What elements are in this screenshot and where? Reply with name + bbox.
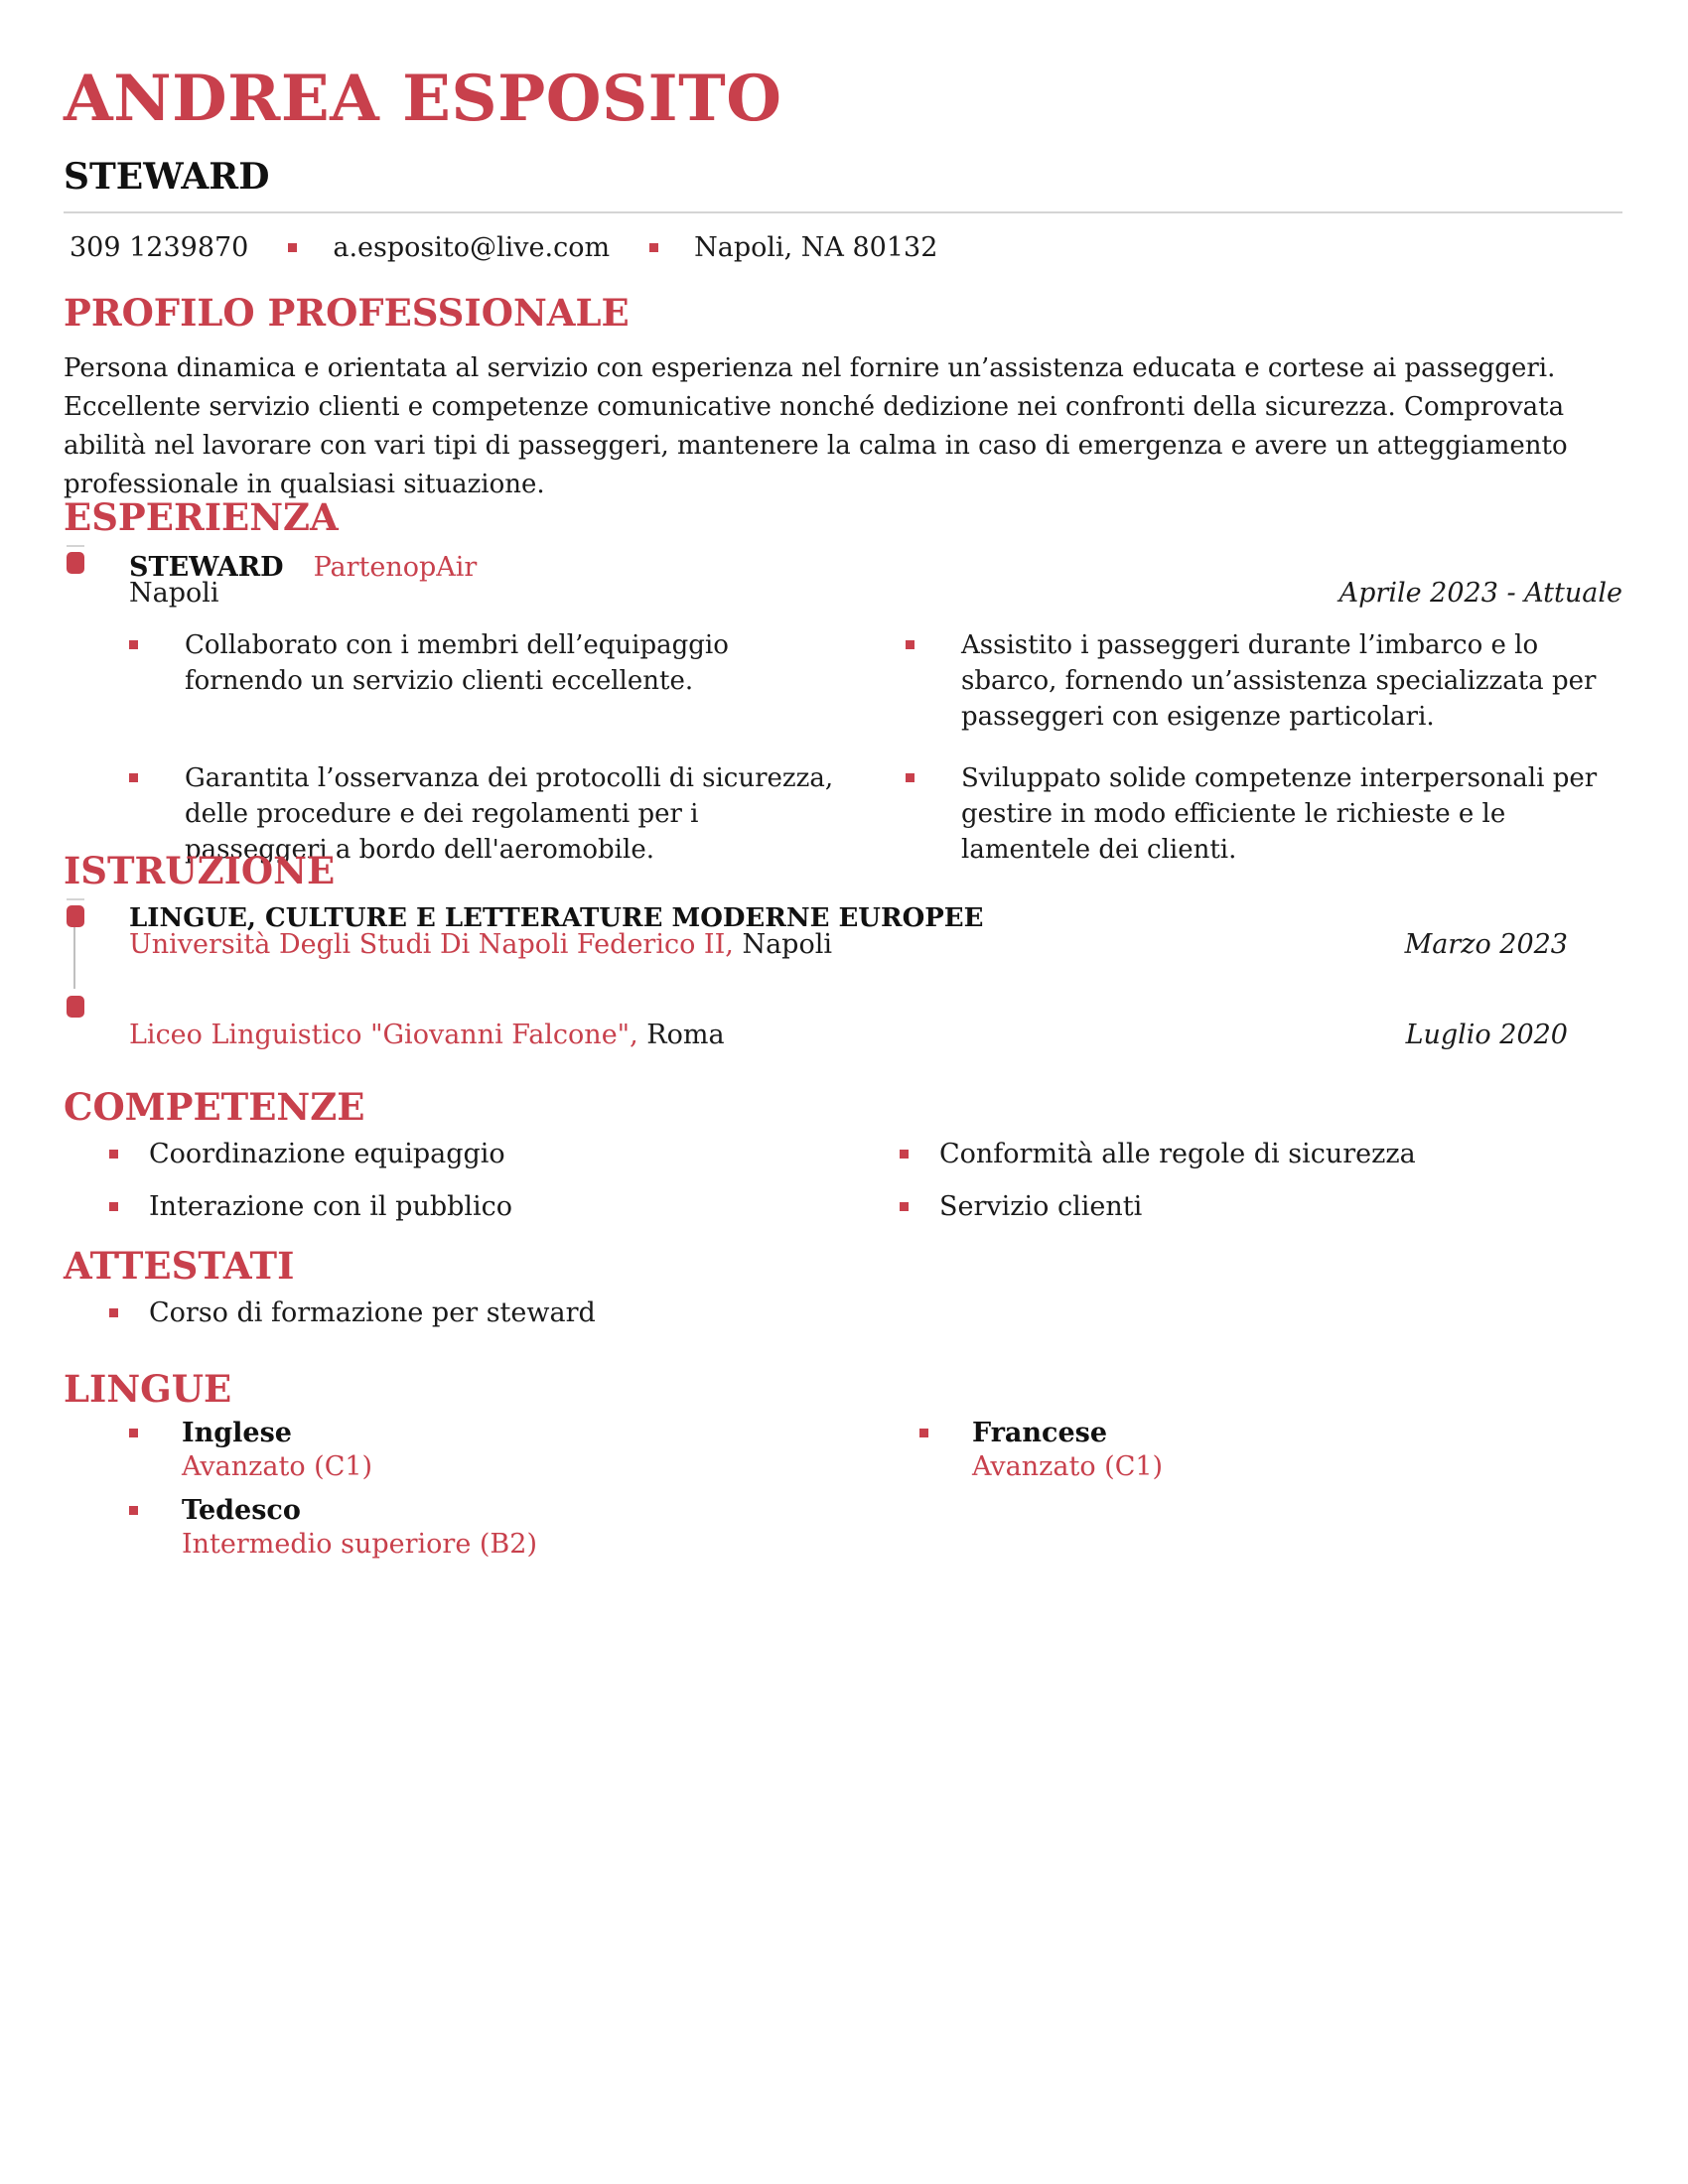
skill-item: Conformità alle regole di sicurezza: [900, 1138, 1603, 1170]
profile-summary: Persona dinamica e orientata al servizio con esperienza nel fornire un’assistenza educata e cortese ai passeggeri. Eccellente servizio clienti e competenze comunicative nonché dedizione nei confronti della sicurezza. Comprovata abilità nel lavorare con vari tipi di passeggeri, mantenere la calma in caso di emergenza e avere un atteggiamento professionale in qualsiasi situazione.: [64, 353, 1568, 499]
language-name: Francese: [972, 1418, 1108, 1448]
edu-school-line: [129, 1022, 725, 1048]
skill-item: Interazione con il pubblico: [109, 1190, 900, 1223]
job-company: PartenopAir: [313, 552, 478, 583]
header-divider: [64, 211, 1622, 213]
edu-city: Napoli: [742, 929, 832, 960]
separator-square-icon: [649, 243, 658, 252]
timeline-notch: [67, 898, 84, 900]
timeline-marker-icon: [67, 552, 84, 574]
job-header: [129, 554, 477, 581]
certificates-list: [109, 1297, 1603, 1329]
language-item: [129, 1417, 919, 1484]
edu-school: Liceo Linguistico "Giovanni Falcone",: [129, 1020, 638, 1050]
section-title-languages: LINGUE: [64, 1367, 232, 1411]
job-bullet: Garantita l’osservanza dei protocolli di sicurezza, delle procedure e dei regolamenti per i passeggeri a bordo dell'aeromobile.: [129, 760, 846, 868]
contact-info: [70, 234, 937, 261]
timeline-notch: [67, 545, 84, 547]
job-dates: Aprile 2023 - Attuale: [1338, 578, 1622, 609]
timeline-marker-icon: [67, 996, 84, 1018]
edu-date: Marzo 2023: [1404, 929, 1568, 960]
skill-item: Coordinazione equipaggio: [109, 1138, 900, 1170]
skills-grid: [109, 1138, 1603, 1223]
contact-address: Napoli, NA 80132: [694, 232, 938, 263]
job-role: STEWARD: [129, 552, 284, 583]
candidate-title: STEWARD: [64, 156, 270, 198]
certificate-item: Corso di formazione per steward: [109, 1297, 900, 1329]
section-title-skills: COMPETENZE: [64, 1085, 365, 1129]
language-level: Avanzato (C1): [972, 1451, 1164, 1482]
contact-phone: 309 1239870: [70, 232, 249, 263]
section-title-education: ISTRUZIONE: [64, 849, 336, 892]
skill-item: Servizio clienti: [900, 1190, 1603, 1223]
section-title-experience: ESPERIENZA: [64, 495, 339, 539]
timeline-connector: [73, 927, 75, 989]
job-bullet: Sviluppato solide competenze interpersonali per gestire in modo efficiente le richieste e le lamentele dei clienti.: [906, 760, 1622, 868]
candidate-name: ANDREA ESPOSITO: [64, 62, 782, 136]
contact-email: a.esposito@live.com: [333, 232, 611, 263]
timeline-marker-icon: [67, 905, 84, 927]
language-level: Avanzato (C1): [182, 1451, 373, 1482]
separator-square-icon: [288, 243, 297, 252]
language-item: [129, 1494, 919, 1562]
edu-school: Università Degli Studi Di Napoli Federico II,: [129, 929, 734, 960]
job-location: Napoli: [129, 578, 219, 609]
edu-degree: LINGUE, CULTURE E LETTERATURE MODERNE EUROPEE: [129, 903, 984, 933]
language-name: Inglese: [182, 1418, 292, 1448]
edu-city: Roma: [646, 1020, 725, 1050]
languages-list: [129, 1417, 1622, 1562]
section-title-profile: PROFILO PROFESSIONALE: [64, 291, 630, 335]
section-title-certificates: ATTESTATI: [64, 1244, 295, 1288]
job-bullet: Assistito i passeggeri durante l’imbarco e lo sbarco, fornendo un’assistenza specializzata per passeggeri con esigenze particolari.: [906, 627, 1622, 735]
job-bullets: [129, 627, 1622, 868]
language-item: [919, 1417, 1622, 1484]
edu-date: Luglio 2020: [1405, 1020, 1568, 1050]
job-bullet: Collaborato con i membri dell’equipaggio fornendo un servizio clienti eccellente.: [129, 627, 846, 735]
language-name: Tedesco: [182, 1495, 301, 1526]
edu-school-line: [129, 931, 832, 958]
language-level: Intermedio superiore (B2): [182, 1529, 537, 1560]
